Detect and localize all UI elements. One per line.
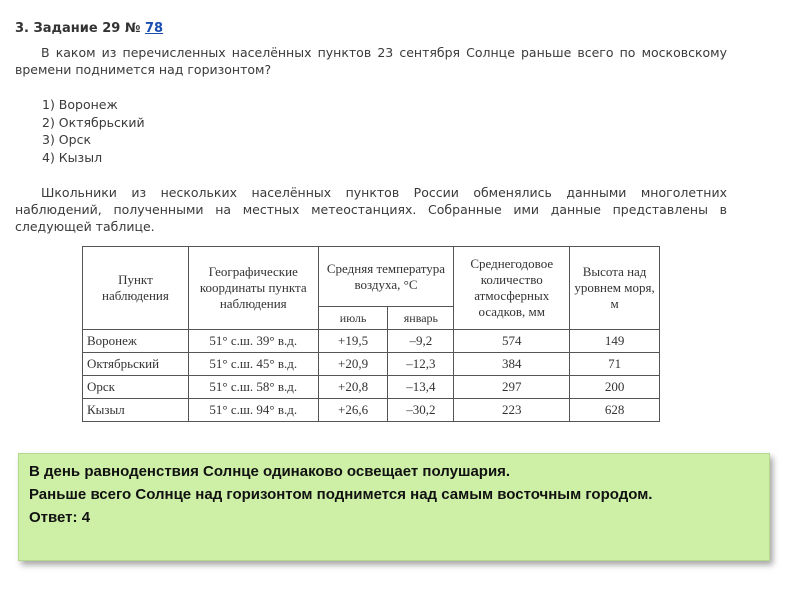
cell-name: Воронеж: [83, 330, 189, 353]
answer-options: [42, 96, 145, 166]
cell-name: Октябрьский: [83, 353, 189, 376]
header-july: июль: [318, 307, 388, 330]
header-temp: Средняя температура воздуха, °С: [318, 247, 454, 307]
table-header-row: [83, 247, 660, 307]
option-3: 3) Орск: [42, 132, 91, 147]
answer-line-3: Ответ: 4: [29, 509, 91, 526]
task-title: 3. Задание 29 №: [15, 21, 141, 36]
cell-coords: 51° с.ш. 45° в.д.: [188, 353, 318, 376]
cell-january: –12,3: [388, 353, 454, 376]
table-row: [83, 353, 660, 376]
question-body: В каком из перечисленных населённых пунктов 23 сентября Солнце раньше всего по московскому времени поднимется над горизонтом?: [15, 45, 727, 77]
cell-july: +20,9: [318, 353, 388, 376]
context-body: Школьники из нескольких населённых пунктов России обменялись данными многолетних наблюдений, полученными на местных метеостанциях. Собранные ими данные представлены в следующей таблице.: [15, 185, 727, 234]
cell-coords: 51° с.ш. 39° в.д.: [188, 330, 318, 353]
table-row: [83, 376, 660, 399]
answer-box: [18, 453, 770, 561]
answer-line-1: В день равноденствия Солнце одинаково освещает полушария.: [29, 463, 511, 480]
observation-table: [82, 246, 660, 422]
cell-july: +26,6: [318, 399, 388, 422]
cell-precip: 223: [454, 399, 570, 422]
cell-july: +19,5: [318, 330, 388, 353]
cell-height: 628: [570, 399, 660, 422]
task-number-link[interactable]: 78: [145, 21, 164, 36]
table-row: [83, 399, 660, 422]
header-precip: Среднегодовое количество атмосферных осадков, мм: [454, 247, 570, 330]
cell-coords: 51° с.ш. 58° в.д.: [188, 376, 318, 399]
question-text: [15, 44, 727, 78]
cell-height: 71: [570, 353, 660, 376]
task-header: [15, 21, 163, 36]
cell-height: 149: [570, 330, 660, 353]
cell-name: Кызыл: [83, 399, 189, 422]
table-row: [83, 330, 660, 353]
header-january: январь: [388, 307, 454, 330]
cell-height: 200: [570, 376, 660, 399]
header-point: Пункт наблюдения: [83, 247, 189, 330]
context-text: [15, 184, 727, 235]
cell-january: –9,2: [388, 330, 454, 353]
cell-july: +20,8: [318, 376, 388, 399]
cell-coords: 51° с.ш. 94° в.д.: [188, 399, 318, 422]
cell-january: –30,2: [388, 399, 454, 422]
cell-precip: 297: [454, 376, 570, 399]
cell-name: Орск: [83, 376, 189, 399]
header-coords: Географические координаты пункта наблюдения: [188, 247, 318, 330]
cell-precip: 384: [454, 353, 570, 376]
header-height: Высота над уровнем моря, м: [570, 247, 660, 330]
option-2: 2) Октябрьский: [42, 114, 145, 130]
cell-january: –13,4: [388, 376, 454, 399]
cell-precip: 574: [454, 330, 570, 353]
answer-line-2: Раньше всего Солнце над горизонтом поднимется над самым восточным городом.: [29, 486, 653, 503]
option-4: 4) Кызыл: [42, 149, 103, 165]
option-1: 1) Воронеж: [42, 97, 118, 112]
